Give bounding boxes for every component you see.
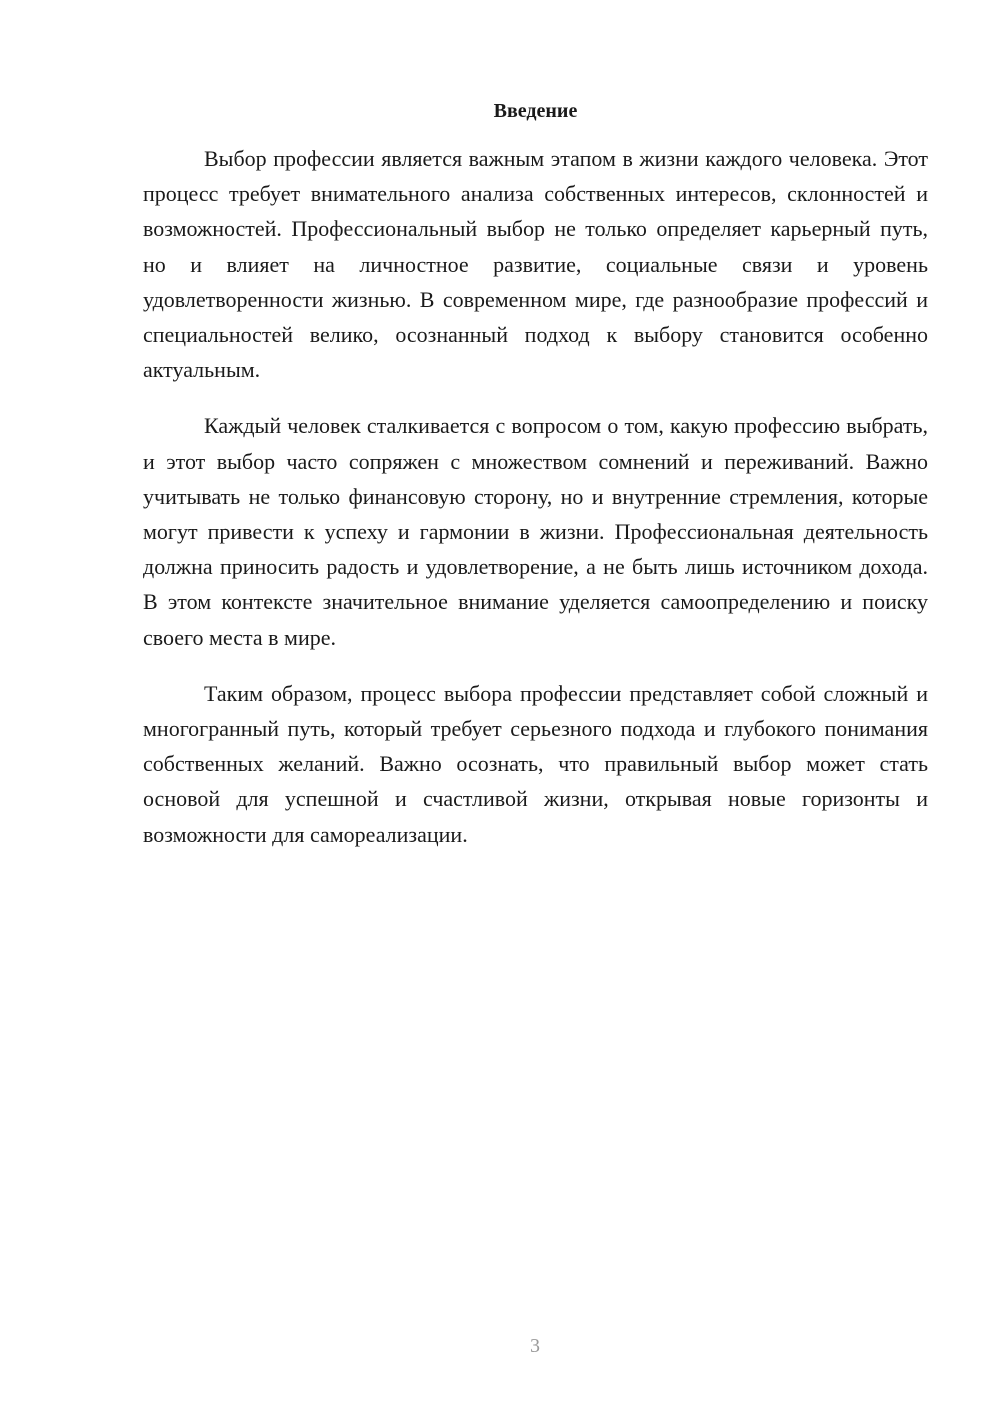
paragraph-3: Таким образом, процесс выбора профессии представляет собой сложный и многогранный путь, который требует серьезного подхода и глубокого понимания собственных желаний. Важно осознать, что правильный выбор может стать основой для успешной и счастливой жизни, открывая новые горизонты и возможности для самореализации. (143, 680, 928, 847)
paragraph-1: Выбор профессии является важным этапом в жизни каждого человека. Этот процесс требует внимательного анализа собственных интересов, склонностей и возможностей. Профессиональный выбор не только определяет карьерный путь, но и влияет на личностное развитие, социальные связи и уровень удовлетворенности жизнью. В современном мире, где разнообразие профессий и специальностей велико, осознанный подход к выбору становится особенно актуальным. (143, 146, 928, 383)
body-text (143, 141, 928, 852)
page-number: 3 (530, 1335, 540, 1357)
section-heading: Введение (493, 100, 578, 122)
paragraph-2: Каждый человек сталкивается с вопросом о том, какую профессию выбрать, и этот выбор часто сопряжен с множеством сомнений и переживаний. Важно учитывать не только финансовую сторону, но и внутренние стремления, которые могут привести к успеху и гармонии в жизни. Профессиональная деятельность должна приносить радость и удовлетворение, а не быть лишь источником дохода. В этом контексте значительное внимание уделяется самоопределению и поиску своего места в мире. (143, 413, 928, 650)
